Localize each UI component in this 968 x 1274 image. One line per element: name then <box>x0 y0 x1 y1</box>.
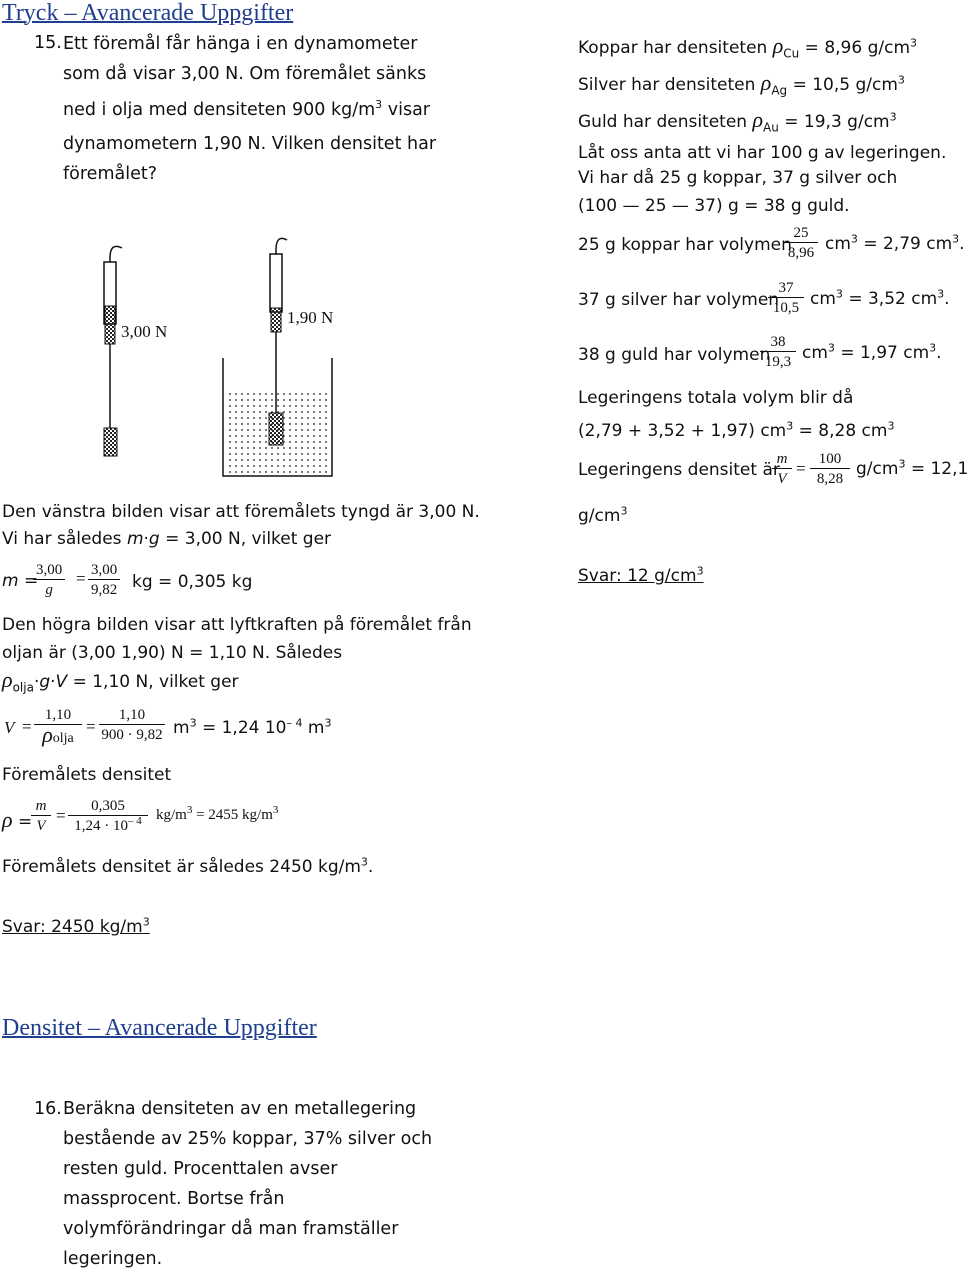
density-cu: Koppar har densiteten $\rho_{Cu} = 8,96$ $g/cm^3$ <box>578 33 917 61</box>
problem-line: bestående av 25% koppar, 37% silver och <box>63 1129 433 1149</box>
fraction: $\frac{1,10}{900 \cdot 9,82}$ <box>99 706 165 745</box>
fraction: $\frac{38}{19,3}$ <box>760 333 796 372</box>
volume-cu-result: $cm^3 = 2,79$ $cm^3$. <box>825 232 965 254</box>
problem-line: massprocent. Bortse från <box>63 1189 285 1209</box>
volume-result: $m^3 = 1,24$ $10^{- 4}$ $m^3$ <box>173 716 332 738</box>
solution-line: Vi har då 25 g koppar, 37 g silver och <box>578 168 898 188</box>
volume-au-result: $cm^3 = 1,97$ $cm^3$. <box>802 341 942 363</box>
problem-line: dynamometern 1,90 N. Vilken densitet har <box>63 134 437 154</box>
volume-ag-label: 37 g silver har volymen <box>578 290 780 310</box>
volume-cu-label: 25 g koppar har volymen <box>578 235 792 255</box>
volume-ag-result: $cm^3 = 3,52$ $cm^3$. <box>810 287 950 309</box>
right-reading: 1,90 N <box>287 308 334 327</box>
section-title-tryck: Tryck – Avancerade Uppgifter <box>2 0 294 26</box>
fraction: $\frac{0,305}{1,24 \cdot 10^{- 4}}$ <box>68 797 148 836</box>
problem-line: volymförändringar då man framställer <box>63 1219 399 1239</box>
left-reading: 3,00 N <box>121 322 168 341</box>
fraction: $\frac{3,00}{g}$ <box>33 561 65 600</box>
buoyancy-equation: $\rho_{olja}\cdot g\cdot V = 1,10$ N, vilket ger <box>2 667 239 695</box>
fraction: $\frac{37}{10,5}$ <box>768 279 804 318</box>
problem-line: föremålet? <box>63 164 157 184</box>
solution-line: (100 — 25 — 37) g = 38 g guld. <box>578 196 850 216</box>
problem-number: 16. <box>34 1099 62 1119</box>
solution-line: Föremålets densitet <box>2 765 172 785</box>
equals-sign: = <box>76 569 86 588</box>
problem-line: resten guld. Procenttalen avser <box>63 1159 338 1179</box>
density-lhs: ρ = <box>2 807 33 832</box>
dynamometer-figure <box>0 230 440 490</box>
density-result: $kg/m^3 = 2455$ $kg/m^3$ <box>156 804 279 823</box>
section-title-densitet: Densitet – Avancerade Uppgifter <box>2 1015 317 1041</box>
solution-line: Den vänstra bilden visar att föremålets tyngd är 3,00 N. <box>2 502 480 522</box>
solution-conclusion: Föremålets densitet är således 2450 $kg/m^3$. <box>2 855 374 877</box>
fraction: $\frac{3,00}{9,82}$ <box>88 561 120 600</box>
answer-15: Svar: 2450 $kg/m^3$ <box>2 915 150 937</box>
solution-line: Den högra bilden visar att lyftkraften på föremålet från <box>2 615 472 635</box>
equals-sign: = <box>22 717 32 736</box>
left-dynamometer <box>104 246 122 456</box>
alloy-density-result: $g/cm^3 = 12,1$ <box>856 457 968 479</box>
mass-result: kg = 0,305 kg <box>132 572 253 592</box>
solution-line: Låt oss anta att vi har 100 g av legeringen. <box>578 143 947 163</box>
problem-number: 15. <box>34 33 62 53</box>
problem-line: legeringen. <box>63 1249 163 1269</box>
alloy-density-label: Legeringens densitet är <box>578 460 780 480</box>
mass-equation-lhs: m = <box>2 571 39 591</box>
density-ag: Silver har densiteten $\rho_{Ag} = 10,5$ $g/cm^3$ <box>578 70 905 98</box>
problem-line: Ett föremål får hänga i en dynamometer <box>63 34 418 54</box>
fraction: $\frac{25}{8,96}$ <box>784 224 818 263</box>
right-dynamometer <box>223 238 332 476</box>
solution-line: oljan är (3,00 1,90) N = 1,10 N. Således <box>2 643 343 663</box>
fraction: 1,10 ρolja <box>34 706 82 749</box>
equals-sign: = <box>796 459 806 478</box>
solution-line: Vi har således m·g = 3,00 N, vilket ger <box>2 529 332 549</box>
equals-sign: = <box>56 806 66 825</box>
solution-line: Legeringens totala volym blir då <box>578 388 854 408</box>
problem-line: Beräkna densiteten av en metallegering <box>63 1099 417 1119</box>
volume-lhs: V <box>4 718 15 737</box>
total-volume: (2,79 + 3,52 + 1,97) $cm^3 = 8,28$ $cm^3$ <box>578 419 895 441</box>
fraction: $\frac{100}{8,28}$ <box>810 450 850 489</box>
alloy-density-unit: $g/cm^3$ <box>578 504 628 526</box>
fraction: $\frac{m}{V}$ <box>31 797 51 836</box>
volume-au-label: 38 g guld har volymen <box>578 345 771 365</box>
equals-sign: = <box>86 717 96 736</box>
fraction: $\frac{m}{V}$ <box>772 450 792 489</box>
density-au: Guld har densiteten $\rho_{Au} = 19,3$ $g/cm^3$ <box>578 107 897 135</box>
problem-line: som då visar 3,00 N. Om föremålet sänks <box>63 64 427 84</box>
problem-line: ned i olja med densiteten 900 $kg/m^3$ visar <box>63 98 430 120</box>
answer-16: Svar: 12 $g/cm^3$ <box>578 564 704 586</box>
